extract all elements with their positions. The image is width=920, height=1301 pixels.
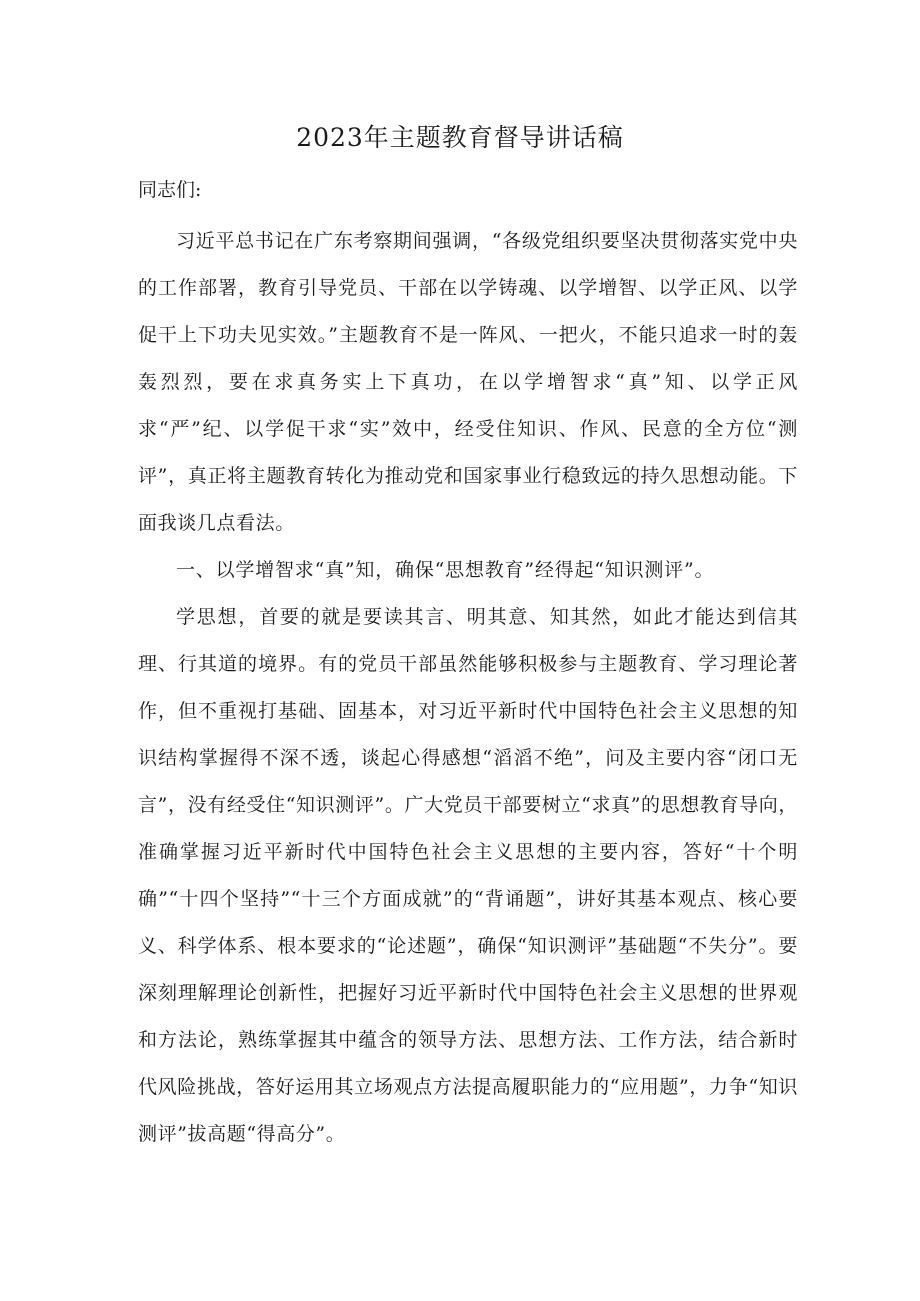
paragraph-intro: 习近平总书记在广东考察期间强调，“各级党组织要坚决贯彻落实党中央的工作部署，教育引导党员、干部在以学铸魂、以学增智、以学正风、以学促干上下功夫见实效。”主题教育不是一阵风、一把火，不能只追求一时的轰轰烈烈，要在求真务实上下真功，在以学增智求“真”知、以学正风求“严”纪、以学促干求“实”效中，经受住知识、作风、民意的全方位“测评”，真正将主题教育转化为推动党和国家事业行稳致远的持久思想动能。下面我谈几点看法。 (138, 230, 798, 534)
document-body (138, 218, 798, 1158)
document-title: 2023年主题教育督导讲话稿 (296, 123, 624, 152)
paragraph-section-1: 学思想，首要的就是要读其言、明其意、知其然，如此才能达到信其理、行其道的境界。有的党员干部虽然能够积极参与主题教育、学习理论著作，但不重视打基础、固基本，对习近平新时代中国特色社会主义思想的知识结构掌握得不深不透，谈起心得感想“滔滔不绝”，问及主要内容“闭口无言”，没有经受住“知识测评”。广大党员干部要树立“求真”的思想教育导向，准确掌握习近平新时代中国特色社会主义思想的主要内容，答好“十个明确”“十四个坚持”“十三个方面成就”的“背诵题”，讲好其基本观点、核心要义、科学体系、根本要求的“论述题”，确保“知识测评”基础题“不失分”。要深刻理解理论创新性，把握好习近平新时代中国特色社会主义思想的世界观和方法论，熟练掌握其中蕴含的领导方法、思想方法、工作方法，结合新时代风险挑战，答好运用其立场观点方法提高履职能力的“应用题”，力争“知识测评”拔高题“得高分”。 (138, 606, 798, 1145)
section-heading: 一、以学增智求“真”知，确保“思想教育”经得起“知识测评”。 (176, 559, 715, 581)
greeting: 同志们: (138, 179, 202, 201)
